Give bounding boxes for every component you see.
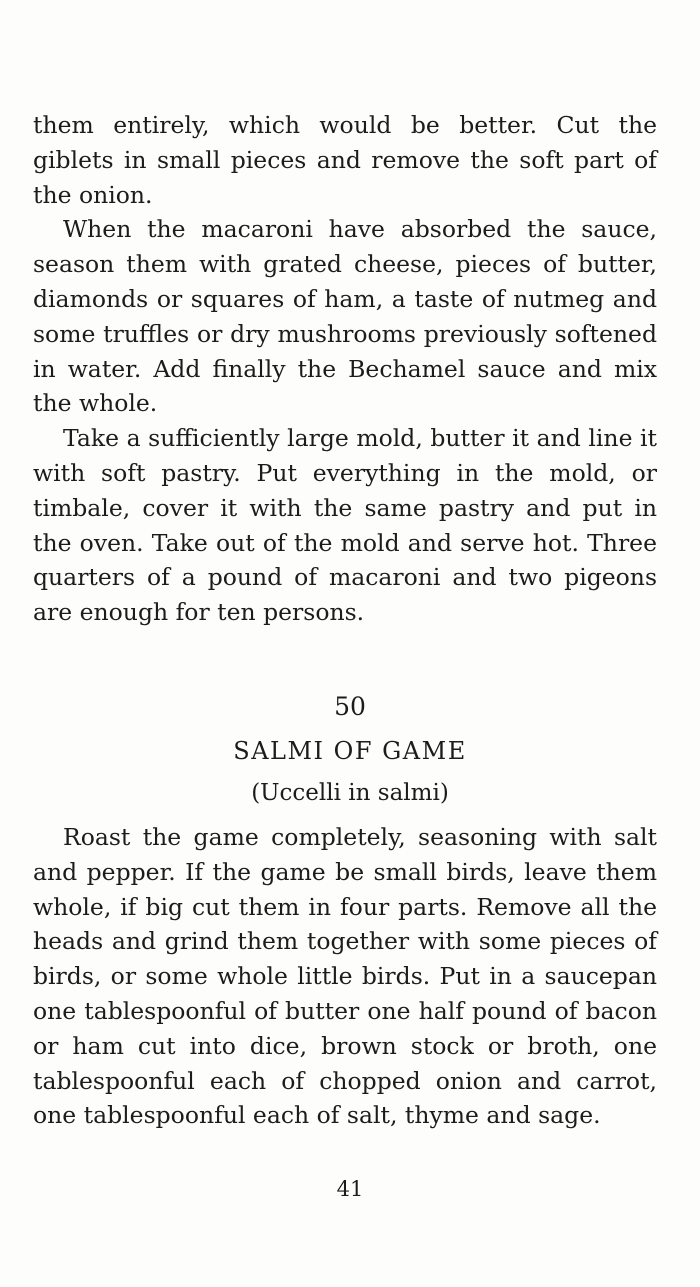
paragraph-salmi-instructions: Roast the game completely, seasoning with salt and pepper. If the game be small birds, leave them whole, if big cut them in four parts. Remove all the heads and grind them together with some pieces of birds, or some whole little birds. Put in a saucepan one tablespoonful of butter one half pound of bacon or ham cut into dice, brown stock or broth, one tablespoonful each of chopped onion and carrot, one tablespoonful each of salt, thyme and sage. xyxy=(33,823,657,1130)
recipe-title: SALMI OF GAME xyxy=(233,737,467,765)
recipe-number: 50 xyxy=(334,692,366,721)
continued-text xyxy=(33,108,657,630)
paragraph-continuation: them entirely, which would be better. Cut the giblets in small pieces and remove the soft part of the onion. xyxy=(33,111,657,209)
paragraph-macaroni-seasoning: When the macaroni have absorbed the sauce, season them with grated cheese, pieces of butter, diamonds or squares of ham, a taste of nutmeg and some truffles or dry mushrooms previously softened in water. Add finally the Bechamel sauce and mix the whole. xyxy=(33,215,657,418)
page-number: 41 xyxy=(336,1177,364,1201)
paragraph-mold-baking: Take a sufficiently large mold, butter it and line it with soft pastry. Put everything in the mold, or timbale, cover it with the same pastry and put in the oven. Take out of the mold and serve hot. Three quarters of a pound of macaroni and two pigeons are enough for ten persons. xyxy=(33,424,657,627)
recipe-subtitle: (Uccelli in salmi) xyxy=(251,780,449,806)
recipe-body xyxy=(33,820,657,1133)
